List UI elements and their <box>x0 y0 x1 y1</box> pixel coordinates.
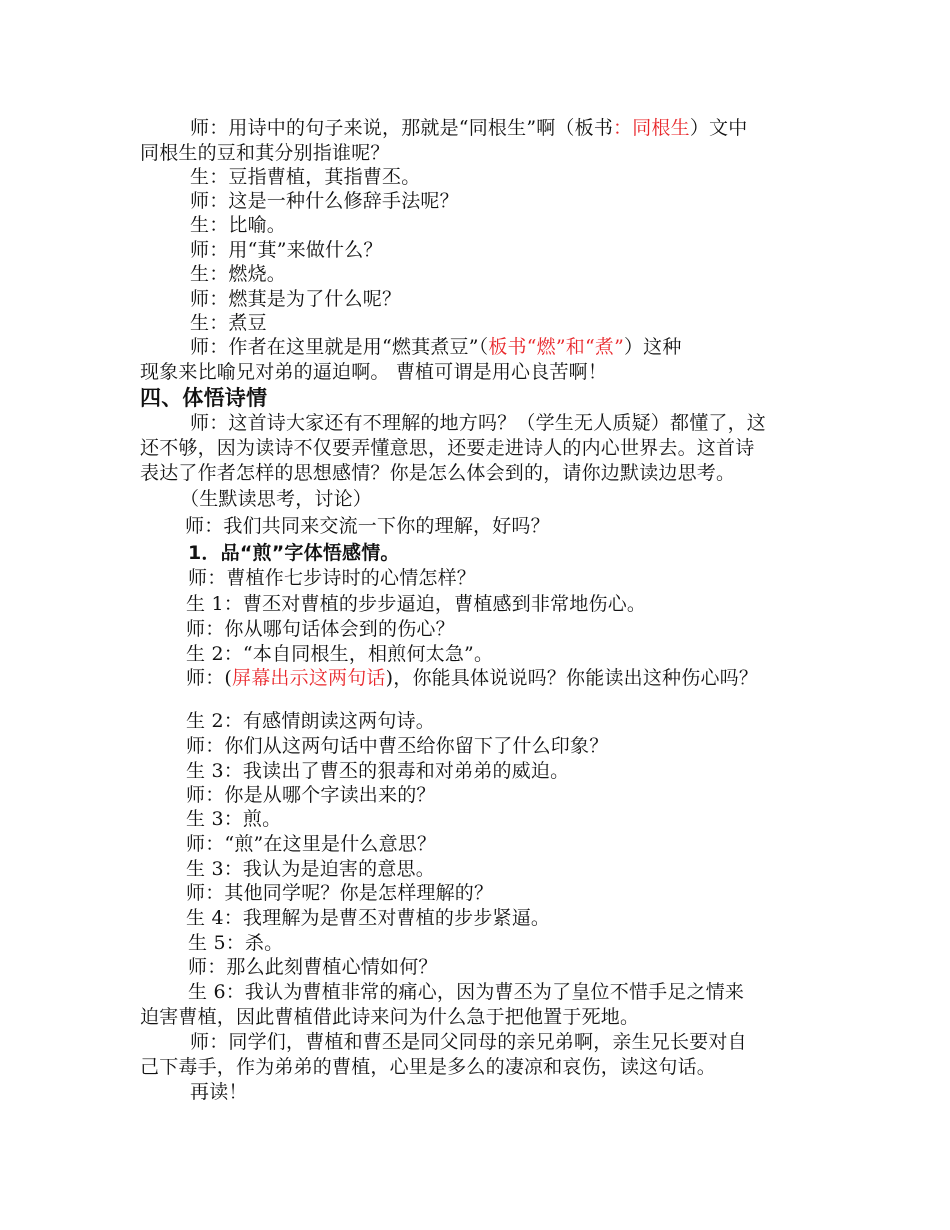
text-line <box>190 334 682 360</box>
text-line <box>140 1004 639 1030</box>
text-line <box>190 310 267 336</box>
text-line <box>190 212 286 238</box>
text-line <box>186 905 550 931</box>
screen-note: 屏幕出示这两句话 <box>232 667 386 689</box>
text-line <box>188 565 476 591</box>
text-segment: 再读！ <box>190 1081 248 1103</box>
text-segment: 表达了作者怎样的思想感情？你是怎么体会到的，请你边默读边思考。 <box>140 462 736 484</box>
text-line <box>186 708 435 734</box>
text-segment: 师：其他同学呢？你是怎样理解的？ <box>186 882 494 904</box>
text-line <box>180 486 372 512</box>
text-segment: )，你能具体说说吗？你能读出这种伤心吗？ <box>385 667 759 689</box>
text-line <box>140 359 607 385</box>
text-line <box>190 261 286 287</box>
text-line <box>190 237 383 263</box>
text-line <box>190 410 766 436</box>
text-segment: 师：你是从哪个字读出来的？ <box>186 784 436 806</box>
text-segment: 生 3：煎。 <box>186 808 282 830</box>
text-line <box>188 979 744 1005</box>
text-line <box>186 665 758 691</box>
text-segment: 师：我们共同来交流一下你的理解，好吗？ <box>185 515 550 537</box>
text-line <box>186 831 436 857</box>
text-line <box>186 880 493 906</box>
text-segment: 生：煮豆 <box>190 312 267 334</box>
text-segment: 师：你从哪句话体会到的伤心？ <box>186 618 455 640</box>
text-line <box>186 806 281 832</box>
text-segment: 同根生的豆和萁分别指谁呢？ <box>140 142 390 164</box>
text-segment: 现象来比喻兄对弟的逼迫啊。 曹植可谓是用心良苦啊！ <box>140 361 608 383</box>
text-segment: 生：比喻。 <box>190 214 287 236</box>
text-segment: 生：豆指曹植，萁指曹丕。 <box>190 166 421 188</box>
text-segment: 师：同学们，曹植和曹丕是同父同母的亲兄弟啊，亲生兄长要对自 <box>190 1031 747 1053</box>
text-segment: （生默读思考，讨论） <box>180 488 373 510</box>
text-line <box>190 115 747 141</box>
text-segment: 生：燃烧。 <box>190 263 287 285</box>
text-line <box>140 460 735 486</box>
text-line <box>140 1054 716 1080</box>
section-heading-text: 四、体悟诗情 <box>140 386 268 410</box>
board-note: 板书“燃”和“煮” <box>488 336 624 358</box>
text-segment: 师：作者在这里就是用“燃萁煮豆”（ <box>190 336 489 358</box>
text-segment: 迫害曹植，因此曹植借此诗来问为什么急于把他置于死地。 <box>140 1006 640 1028</box>
text-segment: 师：曹植作七步诗时的心情怎样？ <box>188 567 477 589</box>
text-line <box>190 1079 248 1105</box>
text-segment: 生 2：“本自同根生，相煎何太急”。 <box>186 643 494 665</box>
text-line <box>190 1029 747 1055</box>
text-line <box>186 591 646 617</box>
text-line <box>190 286 401 312</box>
text-line <box>186 641 493 667</box>
text-line <box>140 140 390 166</box>
text-segment: 师：( <box>186 667 233 689</box>
text-segment: 生 4：我理解为是曹丕对曹植的步步紧逼。 <box>186 907 551 929</box>
text-segment: 师：那么此刻曹植心情如何？ <box>188 956 438 978</box>
text-line <box>185 513 550 539</box>
text-segment: 生 1：曹丕对曹植的步步逼迫，曹植感到非常地伤心。 <box>186 593 647 615</box>
text-line <box>186 616 455 642</box>
text-segment: 师：用诗中的句子来说，那就是“同根生”啊（板书 <box>190 117 614 139</box>
text-line <box>186 856 435 882</box>
text-segment: ）文中 <box>689 117 748 139</box>
text-segment: 师：用“萁”来做什么？ <box>190 239 383 261</box>
subsection-heading-text: 1．品“煎”字体悟感情。 <box>188 542 400 564</box>
text-line <box>140 435 754 461</box>
board-note: ：同根生 <box>613 117 690 139</box>
text-line <box>186 733 608 759</box>
text-line <box>186 782 436 808</box>
text-line <box>188 954 438 980</box>
text-segment: ）这种 <box>623 336 682 358</box>
subsection-heading <box>188 540 400 566</box>
text-segment: 师：你们从这两句话中曹丕给你留下了什么印象？ <box>186 735 609 757</box>
text-segment: 生 3：我读出了曹丕的狠毒和对弟弟的威迫。 <box>186 760 570 782</box>
text-segment: 师：这首诗大家还有不理解的地方吗？（学生无人质疑）都懂了，这 <box>190 412 767 434</box>
text-line <box>190 188 459 214</box>
section-heading <box>140 385 267 411</box>
text-line <box>190 164 420 190</box>
text-segment: 生 3：我认为是迫害的意思。 <box>186 858 435 880</box>
text-segment: 师：燃萁是为了什么呢？ <box>190 288 402 310</box>
text-segment: 生 2：有感情朗读这两句诗。 <box>186 710 435 732</box>
text-segment: 生 5：杀。 <box>188 932 284 954</box>
text-line <box>188 930 283 956</box>
text-segment: 生 6：我认为曹植非常的痛心，因为曹丕为了皇位不惜手足之情来 <box>188 981 745 1003</box>
text-segment: 还不够，因为读诗不仅要弄懂意思，还要走进诗人的内心世界去。这首诗 <box>140 437 755 459</box>
text-segment: 己下毒手，作为弟弟的曹植，心里是多么的凄凉和哀伤，读这句话。 <box>140 1056 717 1078</box>
text-segment: 师：“煎”在这里是什么意思？ <box>186 833 437 855</box>
text-line <box>186 758 569 784</box>
text-segment: 师：这是一种什么修辞手法呢？ <box>190 190 459 212</box>
